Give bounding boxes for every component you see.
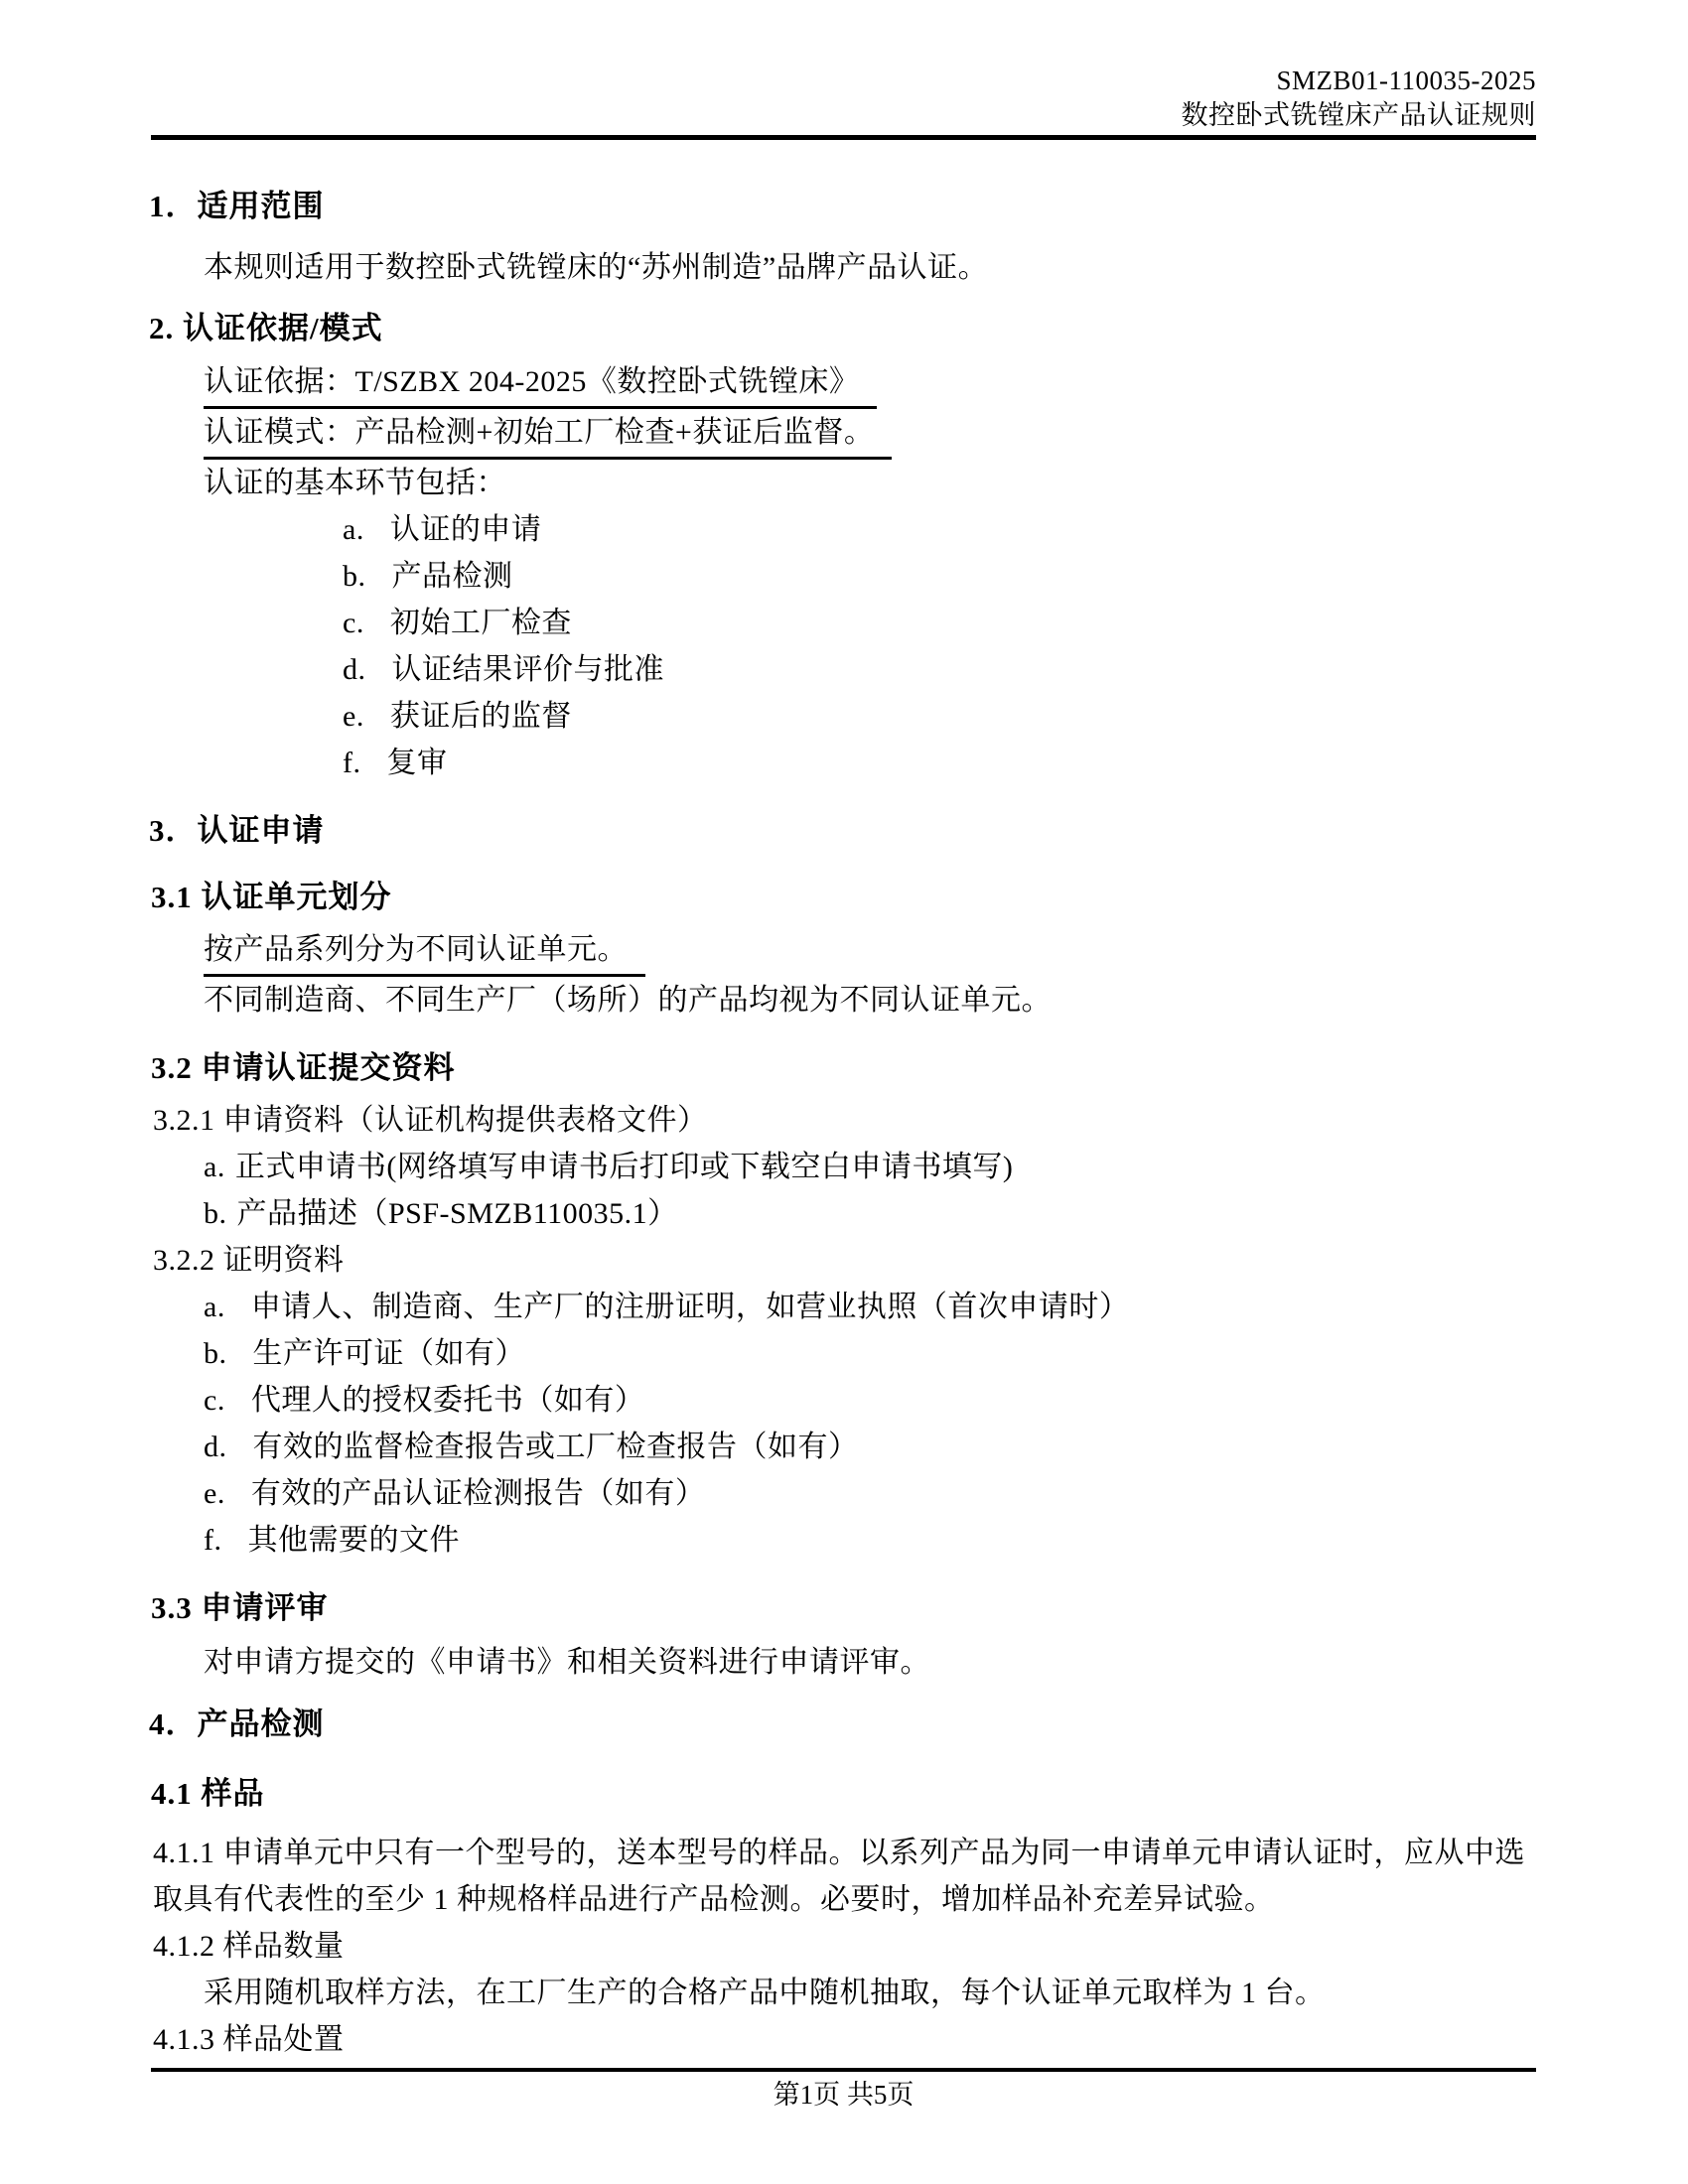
certification-mode-line <box>149 409 1536 460</box>
certification-basis-line <box>149 358 1536 409</box>
list-item-text: 正式申请书(网络填写申请书后打印或下载空白申请书填写) <box>234 1151 1014 1183</box>
list-item-text: 有效的监督检查报告或工厂检查报告（如有） <box>252 1431 859 1463</box>
section-3-3-heading: 3.3 申请评审 <box>151 1590 329 1625</box>
document-header <box>1182 64 1537 133</box>
list-item <box>149 1517 1536 1564</box>
list-item-text: 复审 <box>386 747 448 779</box>
list-item-text: 其他需要的文件 <box>247 1524 460 1557</box>
list-item <box>149 1424 1536 1470</box>
section-4-1-3-heading: 4.1.3 样品处置 <box>153 2023 345 2056</box>
list-item-label: c. <box>204 1384 225 1417</box>
section-3-1-heading: 3.1 认证单元划分 <box>151 880 392 914</box>
certification-basis-underlined: 认证依据：T/SZBX 204-2025《数控卧式铣镗床》 <box>204 363 877 409</box>
list-item-text: 初始工厂检查 <box>389 607 572 639</box>
list-item <box>149 1284 1536 1330</box>
list-item-text: 认证结果评价与批准 <box>391 653 664 686</box>
list-item-label: a. <box>204 1291 225 1323</box>
list-item <box>149 506 1536 553</box>
doc-title: 数控卧式铣镗床产品认证规则 <box>1181 100 1536 130</box>
list-item <box>149 1377 1536 1424</box>
list-item-label: b. <box>343 560 366 593</box>
list-item-text: 生产许可证（如有） <box>252 1337 525 1370</box>
list-item <box>149 693 1536 740</box>
list-item <box>149 1470 1536 1517</box>
section-4-1-2-paragraph: 采用随机取样方法，在工厂生产的合格产品中随机抽取，每个认证单元取样为 1 台。 <box>204 1977 1326 2009</box>
footer-rule <box>151 2068 1536 2072</box>
unit-rule-underlined: 按产品系列分为不同认证单元。 <box>204 931 645 977</box>
section-4-1-2-heading: 4.1.2 样品数量 <box>153 1930 345 1963</box>
list-item <box>149 1190 1536 1237</box>
doc-number: SMZB01-110035-2025 <box>1276 66 1536 95</box>
section-4-1-heading: 4.1 样品 <box>151 1776 265 1811</box>
section-3-heading: 3．认证申请 <box>149 813 325 848</box>
section-1-paragraph: 本规则适用于数控卧式铣镗床的“苏州制造”品牌产品认证。 <box>204 251 989 284</box>
page-number: 第1页 共5页 <box>773 2080 914 2110</box>
steps-intro: 认证的基本环节包括： <box>204 467 506 499</box>
section-4-1-1-paragraph: 4.1.1 申请单元中只有一个型号的，送本型号的样品。以系列产品为同一申请单元申请认证时，应从中选取具有代表性的至少 1 种规格样品进行产品检测。必要时，增加样品补充差异试验。 <box>153 1837 1525 1916</box>
certification-mode-underlined: 认证模式：产品检测+初始工厂检查+获证后监督。 <box>204 414 892 460</box>
section-3-2-1-heading: 3.2.1 申请资料（认证机构提供表格文件） <box>153 1104 708 1137</box>
list-item-text: 申请人、制造商、生产厂的注册证明，如营业执照（首次申请时） <box>250 1291 1130 1323</box>
list-item <box>149 600 1536 646</box>
list-item-text: 认证的申请 <box>389 513 542 546</box>
document-body <box>149 141 1536 2063</box>
list-item-text: 获证后的监督 <box>389 700 572 733</box>
list-item-label: e. <box>343 700 364 733</box>
list-item-label: d. <box>343 653 366 686</box>
list-item-label: d. <box>204 1431 227 1463</box>
list-item <box>149 646 1536 693</box>
list-item-label: e. <box>204 1477 225 1510</box>
list-item-text: 代理人的授权委托书（如有） <box>250 1384 645 1417</box>
list-item-text: 有效的产品认证检测报告（如有） <box>250 1477 706 1510</box>
list-item <box>149 740 1536 786</box>
header-rule <box>151 135 1536 140</box>
section-3-3-paragraph: 对申请方提交的《申请书》和相关资料进行申请评审。 <box>204 1646 930 1679</box>
list-item <box>149 553 1536 600</box>
list-item-label: c. <box>343 607 364 639</box>
list-item-label: f. <box>204 1524 222 1557</box>
section-2-heading: 2. 认证依据/模式 <box>149 311 383 345</box>
list-item-label: f. <box>343 747 361 779</box>
list-item-label: b. <box>204 1337 227 1370</box>
section-3-2-2-heading: 3.2.2 证明资料 <box>153 1244 345 1277</box>
list-item <box>149 1330 1536 1377</box>
section-1-heading: 1．适用范围 <box>149 189 325 223</box>
list-item-label: b. <box>204 1197 227 1230</box>
list-item <box>149 1144 1536 1190</box>
list-item-text: 产品描述（PSF-SMZB110035.1） <box>236 1197 678 1230</box>
list-item-label: a. <box>343 513 364 546</box>
unit-rule-line <box>149 926 1536 977</box>
section-4-heading: 4．产品检测 <box>149 1706 325 1741</box>
section-3-2-heading: 3.2 申请认证提交资料 <box>151 1050 456 1085</box>
list-item-text: 产品检测 <box>391 560 513 593</box>
section-3-1-paragraph: 不同制造商、不同生产厂（场所）的产品均视为不同认证单元。 <box>204 984 1052 1017</box>
list-item-label: a. <box>204 1151 225 1183</box>
